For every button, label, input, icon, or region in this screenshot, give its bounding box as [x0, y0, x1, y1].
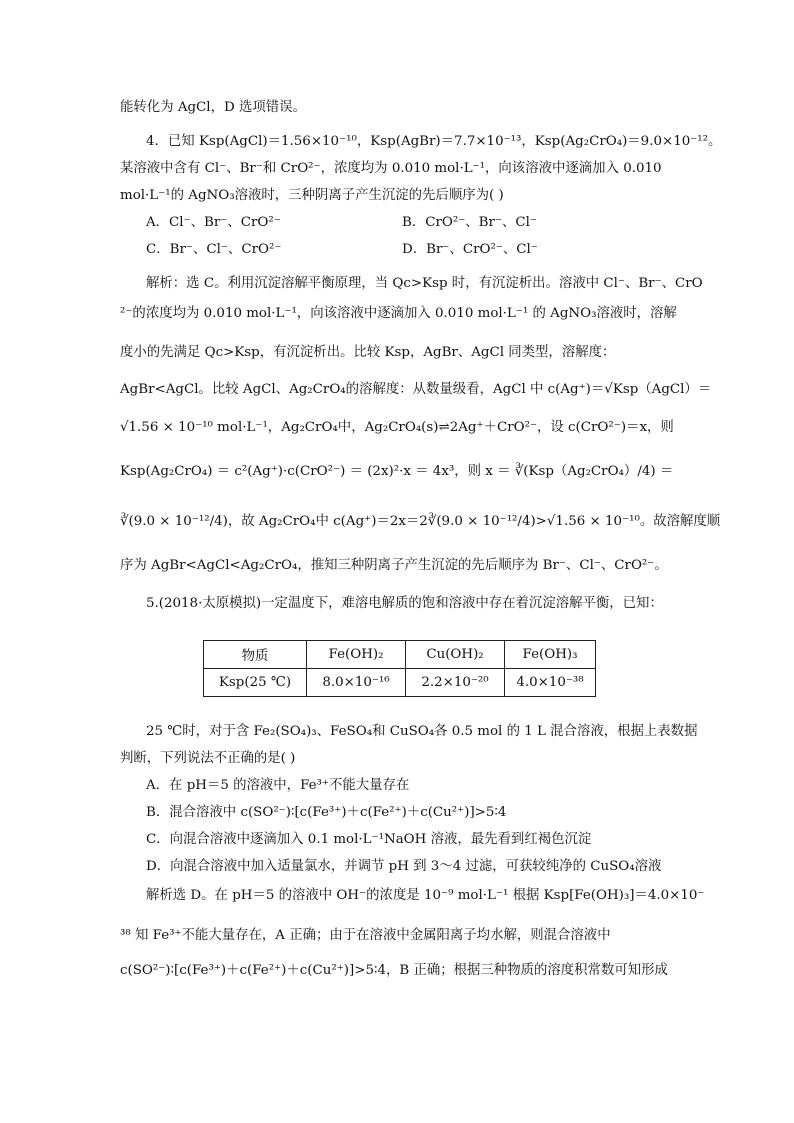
text-line: 能转化为 AgCl，D 选项错误。 — [120, 100, 306, 115]
text-line: 25 ℃时，对于含 Fe₂(SO₄)₃、FeSO₄和 CuSO₄各 0.5 mol 的 1 L 混合溶液，根据上表数据 — [146, 724, 698, 739]
analysis-line: ³⁸ 知 Fe³⁺不能大量存在，A 正确；由于在溶液中金属阳离子均水解，则混合溶液中 — [120, 928, 611, 943]
option-d: D．Br⁻、CrO²⁻、Cl⁻ — [402, 242, 538, 257]
option-b: B．混合溶液中 c(SO²⁻)∶[c(Fe³⁺)＋c(Fe²⁺)＋c(Cu²⁺)]>5∶4 — [146, 805, 507, 820]
option-d: D．向混合溶液中加入适量氯水，并调节 pH 到 3～4 过滤，可获较纯净的 CuSO₄溶液 — [146, 859, 662, 874]
table-cell: 2.2×10⁻²⁰ — [406, 669, 505, 697]
text-line: mol·L⁻¹的 AgNO₃溶液时，三种阴离子产生沉淀的先后顺序为( ) — [120, 188, 504, 203]
analysis-line: ∛(9.0 × 10⁻¹²/4)，故 Ag₂CrO₄中 c(Ag⁺)＝2x＝2∛(9.0 × 10⁻¹²/4)>√1.56 × 10⁻¹⁰。故溶解度顺 — [120, 514, 721, 529]
option-b: B．CrO²⁻、Br⁻、Cl⁻ — [402, 215, 537, 230]
text-line: 判断，下列说法不正确的是( ) — [120, 751, 296, 766]
table-header-row — [204, 641, 596, 669]
table-row — [204, 669, 596, 697]
analysis-line: 序为 AgBr<AgCl<Ag₂CrO₄，推知三种阴离子产生沉淀的先后顺序为 Br⁻、Cl⁻、CrO²⁻。 — [120, 558, 668, 573]
analysis-line: ²⁻的浓度均为 0.010 mol·L⁻¹，向该溶液中逐滴加入 0.010 mol·L⁻¹ 的 AgNO₃溶液时，溶解 — [120, 306, 677, 321]
table-cell: 8.0×10⁻¹⁶ — [307, 669, 406, 697]
ksp-table — [203, 640, 596, 697]
option-a: A．在 pH＝5 的溶液中，Fe³⁺不能大量存在 — [146, 778, 410, 793]
analysis-line: √1.56 × 10⁻¹⁰ mol·L⁻¹，Ag₂CrO₄中，Ag₂CrO₄(s)⇌2Ag⁺＋CrO²⁻，设 c(CrO²⁻)＝x，则 — [120, 420, 674, 435]
question-4-stem: 4．已知 Ksp(AgCl)＝1.56×10⁻¹⁰，Ksp(AgBr)＝7.7×10⁻¹³，Ksp(Ag₂CrO₄)＝9.0×10⁻¹²。 — [146, 134, 722, 149]
analysis-line: 解析：选 C。利用沉淀溶解平衡原理，当 Qc>Ksp 时，有沉淀析出。溶液中 Cl⁻、Br⁻、CrO — [146, 276, 703, 291]
table-cell: 物质 — [204, 641, 307, 669]
table-cell: Fe(OH)₃ — [505, 641, 596, 669]
table-cell: Fe(OH)₂ — [307, 641, 406, 669]
option-a: A．Cl⁻、Br⁻、CrO²⁻ — [146, 215, 281, 230]
table-cell: 4.0×10⁻³⁸ — [505, 669, 596, 697]
analysis-line: c(SO²⁻)∶[c(Fe³⁺)＋c(Fe²⁺)＋c(Cu²⁺)]>5∶4，B 正确；根据三种物质的溶度积常数可知形成 — [120, 963, 668, 978]
option-c: C．向混合溶液中逐滴加入 0.1 mol·L⁻¹NaOH 溶液，最先看到红褐色沉淀 — [146, 832, 592, 847]
table-cell: Cu(OH)₂ — [406, 641, 505, 669]
analysis-line: Ksp(Ag₂CrO₄) ＝ c²(Ag⁺)·c(CrO²⁻) ＝ (2x)²·x ＝ 4x³，则 x ＝ ∛(Ksp（Ag₂CrO₄）/4) ＝ — [120, 464, 674, 479]
question-5-stem: 5.(2018·太原模拟)一定温度下，难溶电解质的饱和溶液中存在着沉淀溶解平衡，已知： — [146, 596, 663, 611]
analysis-line: AgBr<AgCl。比较 AgCl、Ag₂CrO₄的溶解度：从数量级看，AgCl 中 c(Ag⁺)＝√Ksp（AgCl）＝ — [120, 382, 712, 397]
analysis-line: 解析选 D。在 pH＝5 的溶液中 OH⁻的浓度是 10⁻⁹ mol·L⁻¹ 根据 Ksp[Fe(OH)₃]＝4.0×10⁻ — [146, 888, 705, 903]
table-cell: Ksp(25 ℃) — [204, 669, 307, 697]
option-c: C．Br⁻、Cl⁻、CrO²⁻ — [146, 242, 282, 257]
text-line: 某溶液中含有 Cl⁻、Br⁻和 CrO²⁻，浓度均为 0.010 mol·L⁻¹，向该溶液中逐滴加入 0.010 — [120, 161, 662, 176]
analysis-line: 度小的先满足 Qc>Ksp，有沉淀析出。比较 Ksp，AgBr、AgCl 同类型，溶解度： — [120, 345, 616, 360]
